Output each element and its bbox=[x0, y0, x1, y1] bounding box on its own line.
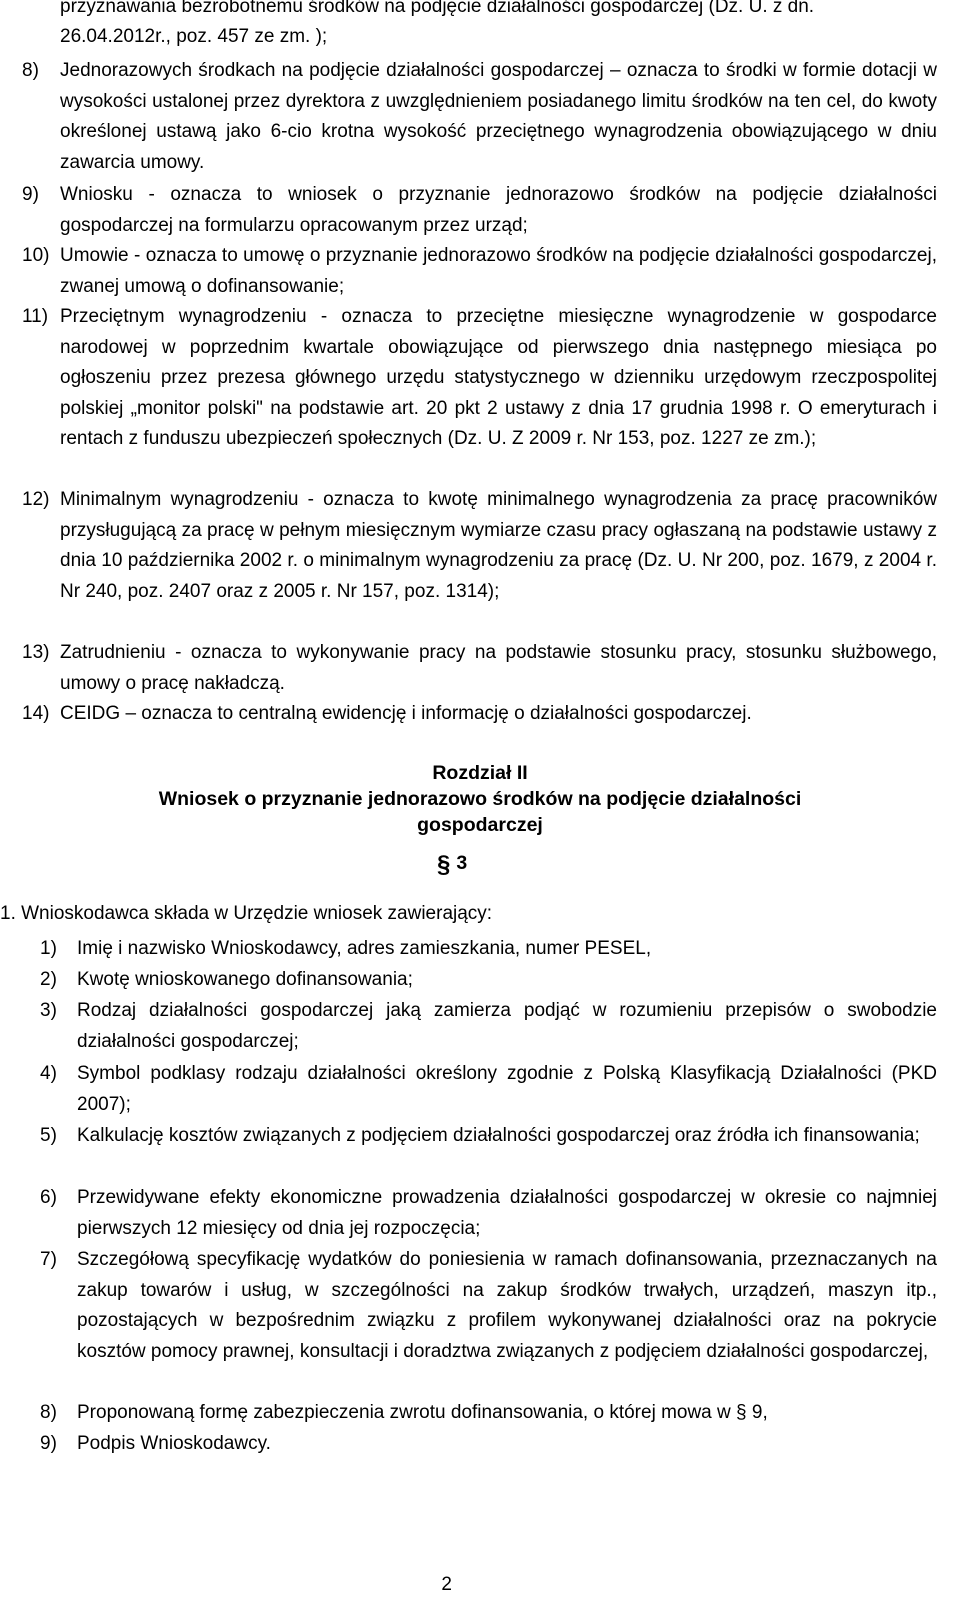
list-item bbox=[40, 1059, 937, 1120]
item-number: 4) bbox=[40, 1063, 57, 1084]
list-item bbox=[40, 1429, 937, 1460]
definition-number: 12) bbox=[22, 489, 50, 510]
paragraph-value: 3 bbox=[456, 852, 468, 874]
item-number: 2) bbox=[40, 969, 57, 990]
page-number bbox=[0, 1574, 960, 1596]
definition-number: 10) bbox=[22, 245, 50, 266]
intro-line-2: 26.04.2012r., poz. 457 ze zm. ); bbox=[60, 26, 328, 47]
list-item bbox=[40, 1398, 937, 1429]
item-text: Rodzaj działalności gospodarczej jaką zamierza podjąć w rozumieniu przepisów o swobodzie działalności gospodarczej; bbox=[77, 1000, 937, 1052]
definition-14 bbox=[22, 699, 937, 730]
item-number: 8) bbox=[40, 1402, 57, 1423]
item-text: Szczegółową specyfikację wydatków do poniesienia w ramach dofinansowania, przeznaczanych na zakup towarów i usług, w szczególności na zakup środków trwałych, urządzeń, maszyn itp., pozostających w bezpośrednim związku z profilem wykonywanej działalności oraz na pokrycie kosztów pomocy prawnej, konsultacji i doradztwa związanych z podjęciem działalności gospodarczej, bbox=[77, 1249, 937, 1362]
list-item bbox=[40, 934, 937, 965]
definition-13 bbox=[22, 638, 937, 699]
definition-12 bbox=[22, 485, 937, 607]
paragraph-number bbox=[437, 848, 467, 876]
list-item bbox=[40, 1183, 937, 1244]
chapter-title-line-1: Wniosek o przyznanie jednorazowo środków na podjęcie działalności bbox=[158, 788, 802, 810]
definition-text: Wniosku - oznacza to wniosek o przyznanie jednorazowo środków na podjęcie działalności gospodarczej na formularzu opracowanym przez urząd; bbox=[60, 184, 937, 236]
definition-11 bbox=[22, 302, 937, 455]
item-number: 7) bbox=[40, 1249, 57, 1270]
item-text: Podpis Wnioskodawcy. bbox=[77, 1433, 271, 1454]
lead-sentence: 1. Wnioskodawca składa w Urzędzie wniosek zawierający: bbox=[0, 903, 493, 924]
definition-text: CEIDG – oznacza to centralną ewidencję i informację o działalności gospodarczej. bbox=[60, 703, 752, 724]
chapter-title-line-2: gospodarczej bbox=[417, 814, 543, 836]
item-number: 9) bbox=[40, 1433, 57, 1454]
definition-number: 9) bbox=[22, 184, 39, 205]
definition-8 bbox=[22, 56, 937, 178]
definition-number: 13) bbox=[22, 642, 50, 663]
list-item bbox=[40, 1245, 937, 1367]
chapter-label: Rozdział II bbox=[432, 762, 528, 784]
item-text: Kwotę wnioskowanego dofinansowania; bbox=[77, 969, 413, 990]
item-number: 1) bbox=[40, 938, 57, 959]
list-item bbox=[40, 965, 937, 996]
list-item bbox=[40, 996, 937, 1057]
item-text: Imię i nazwisko Wnioskodawcy, adres zamieszkania, numer PESEL, bbox=[77, 938, 652, 959]
item-number: 3) bbox=[40, 1000, 57, 1021]
definition-text: Zatrudnieniu - oznacza to wykonywanie pracy na podstawie stosunku pracy, stosunku służbowego, umowy o pracę nakładczą. bbox=[60, 642, 937, 694]
section-sign: § bbox=[437, 851, 451, 878]
item-text: Przewidywane efekty ekonomiczne prowadzenia działalności gospodarczej w okresie co najmniej pierwszych 12 miesięcy od dnia jej rozpoczęcia; bbox=[77, 1187, 937, 1239]
definition-number: 11) bbox=[22, 306, 49, 327]
definition-text: Przeciętnym wynagrodzeniu - oznacza to przeciętne miesięczne wynagrodzenie w gospodarce narodowej w poprzednim kwartale obowiązujące od pierwszego dnia następnego miesiąca po ogłoszeniu przez prezesa głównego urzędu statystycznego w dzienniku urzędowym rzeczpospolitej polskiej „monitor polski" na podstawie art. 20 pkt 2 ustawy z dnia 17 grudnia 1998 r. O emeryturach i rentach z funduszu ubezpieczeń społecznych (Dz. U. Z 2009 r. Nr 153, poz. 1227 ze zm.); bbox=[60, 306, 937, 449]
item-text: Kalkulację kosztów związanych z podjęciem działalności gospodarczej oraz źródła ich finansowania; bbox=[77, 1125, 920, 1146]
item-number: 6) bbox=[40, 1187, 57, 1208]
definition-text: Minimalnym wynagrodzeniu - oznacza to kwotę minimalnego wynagrodzenia za pracę pracowników przysługującą za pracę w pełnym miesięcznym wymiarze czasu pracy ogłaszaną na podstawie ustawy z dnia 10 października 2002 r. o minimalnym wynagrodzeniu za pracę (Dz. U. Nr 200, poz. 1679, z 2004 r. Nr 240, poz. 2407 oraz z 2005 r. Nr 157, poz. 1314); bbox=[60, 489, 937, 602]
definition-number: 8) bbox=[22, 60, 39, 81]
list-item bbox=[40, 1121, 937, 1152]
intro-line-1: przyznawania bezrobotnemu środków na podjęcie działalności gospodarczej (Dz. U. z dn. bbox=[60, 0, 815, 17]
page-number-text: 2 bbox=[441, 1574, 452, 1595]
definition-text: Jednorazowych środkach na podjęcie działalności gospodarczej – oznacza to środki w formie dotacji w wysokości ustalonej przez dyrektora z uwzględnieniem posiadanego limitu środków na ten cel, do kwoty określonej ustawą jako 6-cio krotna wysokość przeciętnego wynagrodzenia obowiązującego w dniu zawarcia umowy. bbox=[60, 60, 937, 173]
definition-text: Umowie - oznacza to umowę o przyznanie jednorazowo środków na podjęcie działalności gospodarczej, zwanej umową o dofinansowanie; bbox=[60, 245, 937, 297]
definition-9 bbox=[22, 180, 937, 241]
item-number: 5) bbox=[40, 1125, 57, 1146]
item-text: Symbol podklasy rodzaju działalności określony zgodnie z Polską Klasyfikacją Działalności (PKD 2007); bbox=[77, 1063, 937, 1115]
definition-10 bbox=[22, 241, 937, 302]
definition-number: 14) bbox=[22, 703, 50, 724]
item-text: Proponowaną formę zabezpieczenia zwrotu dofinansowania, o której mowa w § 9, bbox=[77, 1402, 768, 1423]
